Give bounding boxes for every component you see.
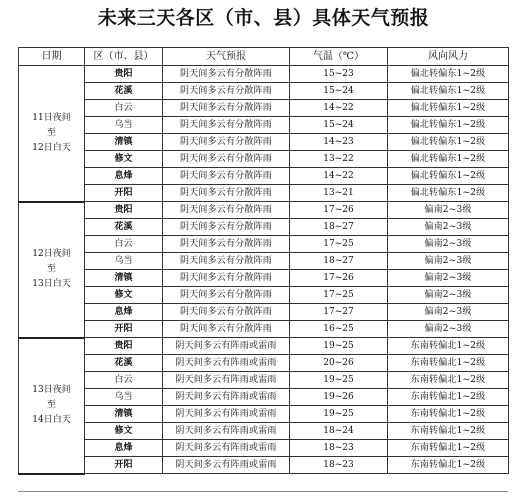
county-cell: 清镇 bbox=[85, 134, 163, 151]
weather-cell: 阴天间多云有分散阵雨 bbox=[163, 117, 290, 134]
temperature-cell: 15~23 bbox=[290, 66, 388, 83]
temperature-cell: 14~22 bbox=[290, 100, 388, 117]
table-row bbox=[19, 236, 509, 253]
weather-cell: 阴天间多云有阵雨或雷雨 bbox=[163, 423, 290, 440]
table-row bbox=[19, 185, 509, 202]
weather-cell: 阴天间多云有阵雨或雷雨 bbox=[163, 389, 290, 406]
county-cell: 开阳 bbox=[85, 321, 163, 338]
temperature-cell: 17~26 bbox=[290, 270, 388, 287]
temperature-cell: 14~22 bbox=[290, 168, 388, 185]
temperature-cell: 17~26 bbox=[290, 202, 388, 219]
temperature-cell: 19~25 bbox=[290, 338, 388, 355]
wind-cell: 偏南2~3级 bbox=[388, 270, 509, 287]
table-row bbox=[19, 168, 509, 185]
county-cell: 乌当 bbox=[85, 253, 163, 270]
wind-cell: 偏北转偏东1~2级 bbox=[388, 185, 509, 202]
weather-cell: 阴天间多云有分散阵雨 bbox=[163, 270, 290, 287]
weather-cell: 阴天间多云有分散阵雨 bbox=[163, 151, 290, 168]
table-row bbox=[19, 304, 509, 321]
temperature-cell: 17~25 bbox=[290, 236, 388, 253]
header-county: 区（市、县） bbox=[85, 48, 163, 66]
county-cell: 开阳 bbox=[85, 185, 163, 202]
table-row bbox=[19, 457, 509, 474]
table-row bbox=[19, 100, 509, 117]
temperature-cell: 18~23 bbox=[290, 457, 388, 474]
weather-cell: 阴天间多云有分散阵雨 bbox=[163, 134, 290, 151]
table-row bbox=[19, 253, 509, 270]
wind-cell: 偏南2~3级 bbox=[388, 304, 509, 321]
weather-cell: 阴天间多云有阵雨或雷雨 bbox=[163, 372, 290, 389]
wind-cell: 偏南2~3级 bbox=[388, 236, 509, 253]
date-connector: 至 bbox=[46, 400, 56, 410]
wind-cell: 东南转偏北1~2级 bbox=[388, 423, 509, 440]
forecast-table-body bbox=[19, 48, 509, 474]
temperature-cell: 20~26 bbox=[290, 355, 388, 372]
temperature-cell: 19~25 bbox=[290, 406, 388, 423]
table-row bbox=[19, 372, 509, 389]
table-row bbox=[19, 117, 509, 134]
wind-cell: 偏南2~3级 bbox=[388, 253, 509, 270]
table-row bbox=[19, 287, 509, 304]
table-row bbox=[19, 355, 509, 372]
wind-cell: 偏北转偏东1~2级 bbox=[388, 83, 509, 100]
weather-cell: 阴天间多云有阵雨或雷雨 bbox=[163, 338, 290, 355]
wind-cell: 偏北转偏东1~2级 bbox=[388, 100, 509, 117]
county-cell: 息烽 bbox=[85, 440, 163, 457]
temperature-cell: 18~24 bbox=[290, 423, 388, 440]
temperature-cell: 15~24 bbox=[290, 117, 388, 134]
county-cell: 贵阳 bbox=[85, 202, 163, 219]
weather-cell: 阴天间多云有分散阵雨 bbox=[163, 202, 290, 219]
table-row bbox=[19, 389, 509, 406]
wind-cell: 偏南2~3级 bbox=[388, 202, 509, 219]
weather-cell: 阴天间多云有阵雨或雷雨 bbox=[163, 406, 290, 423]
county-cell: 修文 bbox=[85, 423, 163, 440]
wind-cell: 东南转偏北1~2级 bbox=[388, 372, 509, 389]
county-cell: 息烽 bbox=[85, 168, 163, 185]
county-cell: 花溪 bbox=[85, 219, 163, 236]
weather-cell: 阴天间多云有分散阵雨 bbox=[163, 66, 290, 83]
date-from: 11日夜间 bbox=[32, 112, 71, 123]
header-date: 日期 bbox=[19, 48, 85, 66]
wind-cell: 东南转偏北1~2级 bbox=[388, 440, 509, 457]
table-row bbox=[19, 270, 509, 287]
wind-cell: 东南转偏北1~2级 bbox=[388, 389, 509, 406]
table-row bbox=[19, 440, 509, 457]
temperature-cell: 18~27 bbox=[290, 253, 388, 270]
date-range-cell bbox=[19, 338, 85, 474]
date-to: 14日白天 bbox=[32, 415, 71, 425]
wind-cell: 东南转偏北1~2级 bbox=[388, 355, 509, 372]
county-cell: 乌当 bbox=[85, 117, 163, 134]
temperature-cell: 17~27 bbox=[290, 304, 388, 321]
county-cell: 乌当 bbox=[85, 389, 163, 406]
wind-cell: 偏北转偏东1~2级 bbox=[388, 168, 509, 185]
forecast-table bbox=[18, 47, 509, 475]
date-from: 13日夜间 bbox=[32, 385, 71, 395]
county-cell: 花溪 bbox=[85, 83, 163, 100]
bottom-divider bbox=[18, 491, 508, 492]
table-row bbox=[19, 219, 509, 236]
temperature-cell: 18~23 bbox=[290, 440, 388, 457]
wind-cell: 偏南2~3级 bbox=[388, 287, 509, 304]
table-row bbox=[19, 66, 509, 83]
weather-cell: 阴天间多云有分散阵雨 bbox=[163, 185, 290, 202]
header-wind: 风向风力 bbox=[388, 48, 509, 66]
county-cell: 白云 bbox=[85, 372, 163, 389]
weather-cell: 阴天间多云有分散阵雨 bbox=[163, 287, 290, 304]
county-cell: 修文 bbox=[85, 151, 163, 168]
county-cell: 开阳 bbox=[85, 457, 163, 474]
weather-cell: 阴天间多云有阵雨或雷雨 bbox=[163, 457, 290, 474]
wind-cell: 偏北转偏东1~2级 bbox=[388, 117, 509, 134]
county-cell: 修文 bbox=[85, 287, 163, 304]
weather-cell: 阴天间多云有分散阵雨 bbox=[163, 83, 290, 100]
wind-cell: 偏南2~3级 bbox=[388, 219, 509, 236]
wind-cell: 偏北转偏东1~2级 bbox=[388, 134, 509, 151]
county-cell: 清镇 bbox=[85, 270, 163, 287]
temperature-cell: 18~27 bbox=[290, 219, 388, 236]
temperature-cell: 14~23 bbox=[290, 134, 388, 151]
page-title: 未来三天各区（市、县）具体天气预报 bbox=[97, 7, 430, 29]
temperature-cell: 13~22 bbox=[290, 151, 388, 168]
wind-cell: 东南转偏北1~2级 bbox=[388, 457, 509, 474]
weather-cell: 阴天间多云有分散阵雨 bbox=[163, 236, 290, 253]
date-connector: 至 bbox=[46, 127, 56, 138]
weather-cell: 阴天间多云有分散阵雨 bbox=[163, 304, 290, 321]
table-row bbox=[19, 83, 509, 100]
temperature-cell: 15~24 bbox=[290, 83, 388, 100]
temperature-cell: 17~25 bbox=[290, 287, 388, 304]
date-range-cell bbox=[19, 202, 85, 338]
weather-cell: 阴天间多云有分散阵雨 bbox=[163, 168, 290, 185]
county-cell: 花溪 bbox=[85, 355, 163, 372]
wind-cell: 偏北转偏东1~2级 bbox=[388, 151, 509, 168]
county-cell: 贵阳 bbox=[85, 66, 163, 83]
table-row bbox=[19, 151, 509, 168]
wind-cell: 东南转偏北1~2级 bbox=[388, 338, 509, 355]
county-cell: 白云 bbox=[85, 236, 163, 253]
date-to: 13日白天 bbox=[32, 279, 71, 289]
county-cell: 清镇 bbox=[85, 406, 163, 423]
date-connector: 至 bbox=[46, 264, 56, 274]
table-row bbox=[19, 321, 509, 338]
wind-cell: 偏北转偏东1~2级 bbox=[388, 66, 509, 83]
county-cell: 贵阳 bbox=[85, 338, 163, 355]
weather-cell: 阴天间多云有分散阵雨 bbox=[163, 253, 290, 270]
wind-cell: 东南转偏北1~2级 bbox=[388, 406, 509, 423]
weather-cell: 阴天间多云有分散阵雨 bbox=[163, 100, 290, 117]
table-row bbox=[19, 202, 509, 219]
table-header-row bbox=[19, 48, 509, 66]
weather-cell: 阴天间多云有分散阵雨 bbox=[163, 321, 290, 338]
header-temperature: 气温（℃） bbox=[290, 48, 388, 66]
table-row bbox=[19, 406, 509, 423]
weather-cell: 阴天间多云有分散阵雨 bbox=[163, 219, 290, 236]
temperature-cell: 19~26 bbox=[290, 389, 388, 406]
wind-cell: 偏南2~3级 bbox=[388, 321, 509, 338]
table-row bbox=[19, 134, 509, 151]
date-to: 12日白天 bbox=[32, 142, 71, 153]
header-weather: 天气预报 bbox=[163, 48, 290, 66]
county-cell: 白云 bbox=[85, 100, 163, 117]
temperature-cell: 13~21 bbox=[290, 185, 388, 202]
weather-cell: 阴天间多云有阵雨或雷雨 bbox=[163, 355, 290, 372]
temperature-cell: 19~25 bbox=[290, 372, 388, 389]
table-row bbox=[19, 338, 509, 355]
county-cell: 息烽 bbox=[85, 304, 163, 321]
temperature-cell: 16~25 bbox=[290, 321, 388, 338]
date-from: 12日夜间 bbox=[32, 249, 71, 259]
weather-cell: 阴天间多云有阵雨或雷雨 bbox=[163, 440, 290, 457]
table-row bbox=[19, 423, 509, 440]
date-range-cell bbox=[19, 66, 85, 202]
